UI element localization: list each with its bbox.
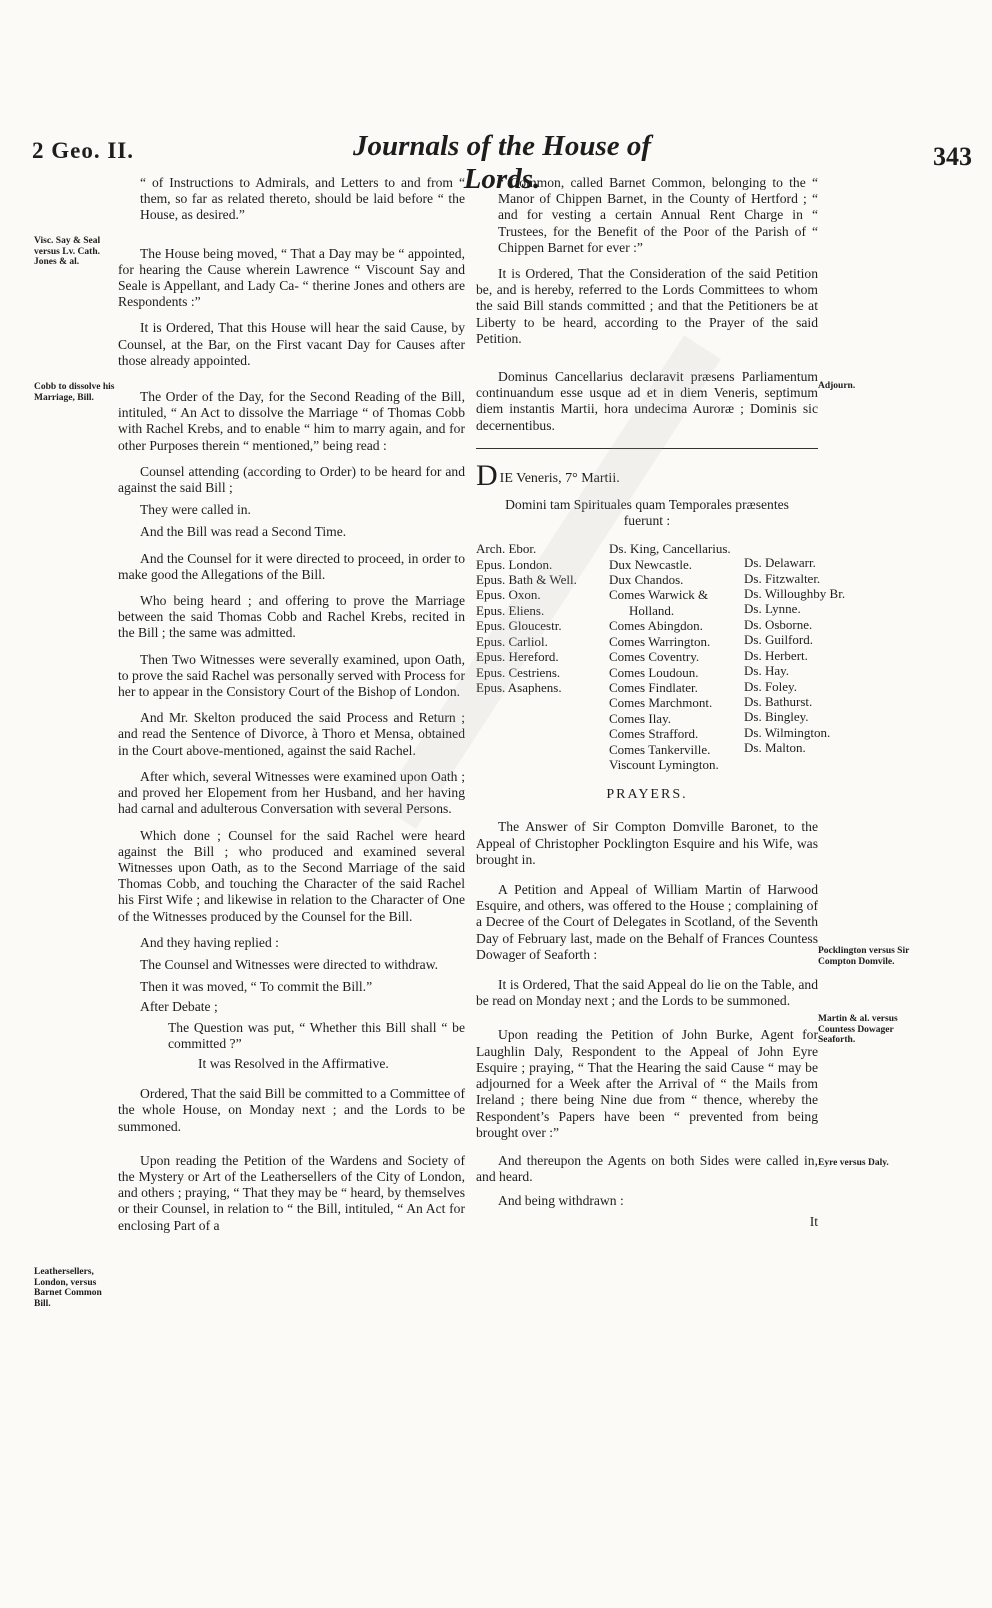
paragraph: The Counsel and Witnesses were directed to withdraw.: [140, 956, 439, 972]
left-column: [118, 175, 465, 1244]
paragraph: “ of Instructions to Admirals, and Letters to and from “ them, so far as related thereto, should be laid before “ the House, as desired.”: [140, 175, 465, 223]
paragraph: The House being moved, “ That a Day may be “ appointed, for hearing the Cause wherein Lawrence “ Viscount Say and Seale is Appellant, and Lady Ca- “ therine Jones and others are Respondents :”: [118, 245, 465, 310]
lords-temporal-column: [609, 541, 731, 772]
margin-note-pocklington: Pocklington versus Sir Compton Domvile.: [818, 946, 910, 967]
lord-name: Comes Marchmont.: [609, 695, 713, 711]
lord-name: Ds. Fitzwalter.: [744, 570, 821, 586]
paragraph: Upon reading the Petition of the Wardens and Society of the Mystery or Art of the Leathersellers of the City of London, and others ; praying, “ That they may be “ heard, by themselves or their Counsel, in relation to “ the Bill, intituled, “ An Act for enclosing Part of a: [118, 1152, 465, 1233]
journal-title: Journals of the House of Lords.: [352, 130, 652, 195]
paragraph: And they having replied :: [140, 934, 279, 950]
prayers-heading: PRAYERS.: [606, 787, 688, 803]
paragraph: The Answer of Sir Compton Domville Baronet, to the Appeal of Christopher Pocklington Esquire and his Wife, was brought in.: [476, 819, 818, 867]
lord-name: Ds. Guilford.: [744, 632, 813, 648]
lord-name: Comes Warrington.: [609, 633, 711, 649]
right-column: [476, 175, 846, 1230]
lord-name: Comes Findlater.: [609, 679, 698, 695]
lord-name: Epus. Hereford.: [476, 649, 559, 665]
margin-note-eyre: Eyre versus Daly.: [818, 1158, 889, 1168]
drop-cap: D: [476, 458, 498, 492]
margin-note-adjourn: Adjourn.: [818, 381, 856, 391]
lord-name: Ds. Malton.: [744, 740, 806, 756]
paragraph: Which done ; Counsel for the said Rachel were heard against the Bill ; who produced and examined several Witnesses upon Oath, as to the Second Marriage of the said Thomas Cobb, and touching the Character of the said Rachel his First Wife ; and likewise in relation to the Character of One of the Witnesses produced by the Counsel for the Bill.: [118, 827, 465, 924]
paragraph: And the Bill was read a Second Time.: [140, 524, 347, 540]
paragraph: It is Ordered, That the said Appeal do lie on the Table, and be read on Monday next ; and the Lords to be summoned.: [476, 977, 818, 1009]
paragraph: Upon reading the Petition of John Burke, Agent for Laughlin Daly, Respondent to the Appeal of John Eyre Esquire ; praying, “ That the Hearing the said Cause “ may be adjourned for a Week after the Arrival of “ the Mails from Ireland ; there being Nine due from “ thence, whereby the Respondent’s Papers have been “ prevented from being brought over :”: [476, 1027, 818, 1140]
lord-name: Comes Strafford.: [609, 726, 699, 742]
paragraph: It is Ordered, That the Consideration of the said Petition be, and is hereby, referred to the Lords Committees to whom the said Bill stands committed ; and that the Petitioners be at Liberty to be heard, according to the Prayer of the said Petition.: [476, 266, 818, 346]
page-number: 343: [933, 142, 972, 171]
lords-barons-column: [744, 555, 845, 755]
paragraph: And Mr. Skelton produced the said Process and Return ; and read the Sentence of Divorce, à Thoro et Mensa, obtained in the Court above-mentioned, against the said Rachel.: [118, 710, 465, 758]
attendance-heading-line: fuerunt :: [623, 513, 671, 529]
paragraph: It was Resolved in the Affirmative.: [198, 1055, 389, 1071]
lord-name: Ds. Wilmington.: [744, 724, 831, 740]
lord-name: Epus. Cestriens.: [476, 664, 561, 680]
lord-name: Ds. Osborne.: [744, 616, 813, 632]
lord-name: Ds. Delawarr.: [744, 555, 816, 571]
lord-name: Comes Warwick &: [609, 587, 709, 603]
lord-name: Ds. Bingley.: [744, 709, 809, 725]
lord-name: Dux Newcastle.: [609, 556, 693, 572]
paragraph: Ordered, That the said Bill be committed to a Committee of the whole House, on Monday next ; and the Lords to be summoned.: [118, 1086, 465, 1134]
lord-name: Comes Tankerville.: [609, 741, 711, 757]
lord-name: Comes Ilay.: [609, 710, 671, 726]
lord-name: Epus. Oxon.: [476, 587, 541, 603]
date-text: IE Veneris, 7° Martii.: [499, 470, 620, 486]
lord-name: Comes Abingdon.: [609, 618, 703, 634]
lord-name: Comes Coventry.: [609, 649, 700, 665]
running-head: [32, 130, 972, 195]
margin-note-cobb: Cobb to dissolve his Marriage, Bill.: [34, 382, 115, 403]
paragraph: After which, several Witnesses were examined upon Oath ; and proved her Elopement from her Husband, and her having had carnal and adulterous Conversation with several Persons.: [118, 768, 465, 817]
paragraph: And the Counsel for it were directed to proceed, in order to make good the Allegations of the Bill.: [118, 550, 465, 582]
paragraph-adjournment: Dominus Cancellarius declaravit præsens Parliamentum continuandum esse usque ad et in diem Veneris, septimum diem instantis Martii, hora undecima Auroræ ; Dominis sic decernentibus.: [476, 369, 818, 433]
lord-name: Ds. Willoughby Br.: [744, 586, 846, 602]
paragraph: Counsel attending (according to Order) to be heard for and against the said Bill ;: [118, 463, 465, 496]
paragraph: “ Common, called Barnet Common, belonging to the “ Manor of Chippen Barnet, in the County of Hertford ; “ and for vesting a certain Annual Rent Charge in “ Trustees, for the Benefit of the Poor of the Parish of “ Chippen Barnet for ever :”: [498, 175, 818, 255]
lord-name: Epus. Carliol.: [476, 633, 548, 649]
margin-note-leathersellers: Leathersellers, London, versus Barnet Common Bill.: [34, 1267, 102, 1309]
paragraph: Then Two Witnesses were severally examined, upon Oath, to prove the said Rachel was personally served with Process for her to appear in the Consistory Court of the Bishop of London.: [118, 651, 465, 700]
catchword: It: [809, 1213, 818, 1229]
margin-note-say-seale: Visc. Say & Seal versus Lv. Cath. Jones & al.: [34, 236, 101, 267]
lord-name: Ds. Foley.: [744, 678, 797, 694]
lord-name: Ds. Lynne.: [744, 601, 801, 617]
lord-name: Ds. King, Cancellarius.: [609, 541, 731, 557]
paragraph: And thereupon the Agents on both Sides were called in, and heard.: [476, 1152, 818, 1185]
paragraph: Then it was moved, “ To commit the Bill.”: [140, 979, 373, 995]
lord-name: Comes Loudoun.: [609, 664, 699, 680]
attendance-heading-line: Domini tam Spirituales quam Temporales præsentes: [505, 496, 789, 512]
lord-name: Epus. Asaphens.: [476, 679, 562, 695]
paragraph: The Order of the Day, for the Second Reading of the Bill, intituled, “ An Act to dissolve the Marriage “ of Thomas Cobb with Rachel Krebs, and to enable “ him to marry again, and for other Purposes therein “ mentioned,” being read :: [118, 389, 465, 453]
lord-name: Ds. Herbert.: [744, 647, 808, 663]
paragraph: A Petition and Appeal of William Martin of Harwood Esquire, and others, was offered to the House ; complaining of a Decree of the Court of Delegates in Scotland, of the Seventh Day of February last, made on the Behalf of Frances Countess Dowager of Seaforth :: [476, 882, 818, 962]
paragraph: The Question was put, “ Whether this Bill shall “ be committed ?”: [168, 1019, 465, 1051]
attendance-heading: [476, 497, 818, 529]
lord-name: Epus. Eliens.: [476, 602, 545, 618]
margin-note-martin: Martin & al. versus Countess Dowager Seaforth.: [818, 1014, 898, 1045]
regnal-year: 2 Geo. II.: [32, 138, 134, 163]
paragraph: Who being heard ; and offering to prove the Marriage between the said Thomas Cobb and Rachel Krebs, recited in the Bill ; the same was admitted.: [118, 593, 465, 641]
lord-name: Epus. Bath & Well.: [476, 572, 577, 588]
lord-name: Dux Chandos.: [609, 572, 684, 588]
paragraph: It is Ordered, That this House will hear the said Cause, by Counsel, at the Bar, on the First vacant Day for Causes after those already appointed.: [118, 320, 465, 368]
paragraph: And being withdrawn :: [498, 1193, 624, 1209]
lord-name: Epus. London.: [476, 556, 553, 572]
lord-name: Ds. Bathurst.: [744, 693, 813, 709]
lord-name: Holland.: [629, 602, 675, 618]
paragraph: They were called in.: [140, 502, 251, 518]
lord-name: Epus. Gloucestr.: [476, 618, 562, 634]
lord-name: Ds. Hay.: [744, 663, 790, 679]
lord-name: Arch. Ebor.: [476, 541, 537, 557]
paragraph: After Debate ;: [140, 999, 218, 1015]
lord-name: Viscount Lymington.: [609, 756, 719, 772]
